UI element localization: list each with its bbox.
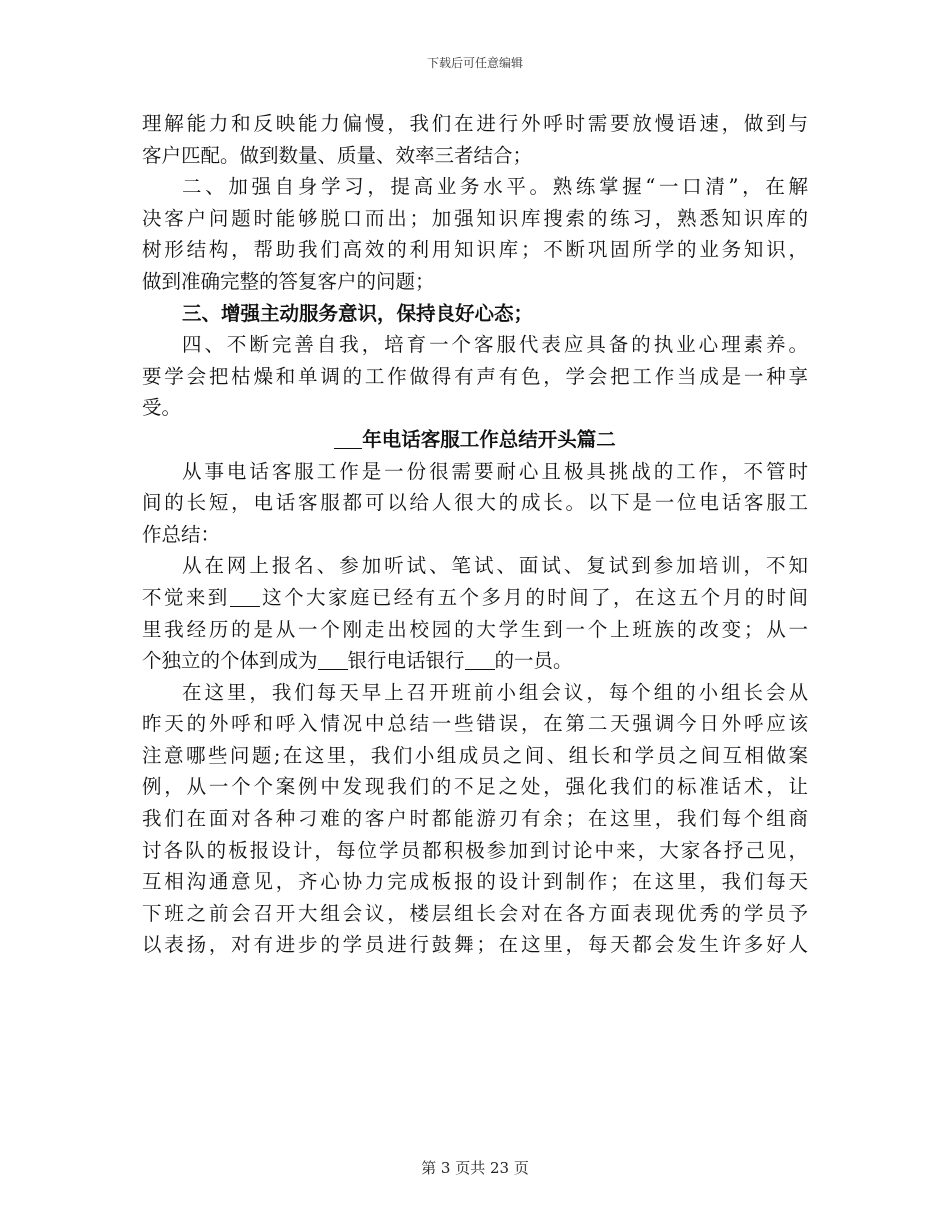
page-header: 下载后可任意编辑 (426, 56, 523, 70)
text-line: 下班之前会召开大组会议，楼层组长会对在各方面表现优秀的学员予 (142, 901, 808, 925)
text-line: 从事电话客服工作是一份很需要耐心且极具挑战的工作，不管时 (182, 459, 808, 483)
text-line: 受。 (142, 396, 182, 420)
fill-blank (230, 586, 260, 607)
text-line: 四、不断完善自我，培育一个客服代表应具备的执业心理素养。 (182, 333, 808, 357)
text-line: 互相沟通意见，齐心协力完成板报的设计到制作；在这里，我们每天 (142, 870, 808, 894)
text-fragment: 的一员。 (494, 649, 573, 673)
text-line: 里我经历的是从一个刚走出校园的大学生到一个上班族的改变；从一 (142, 617, 808, 641)
article-title-text: 年电话客服工作总结开头篇二 (362, 427, 616, 451)
text-line: 在这里，我们每天早上召开班前小组会议，每个组的小组长会从 (182, 680, 808, 704)
text-line: 注意哪些问题;在这里，我们小组成员之间、组长和学员之间互相做案 (142, 743, 808, 767)
text-fragment: 个独立的个体到成为 (142, 649, 318, 673)
section-heading: 三、增强主动服务意识，保持良好心态； (182, 301, 534, 325)
document-body (142, 108, 808, 961)
text-fragment: 这个大家庭已经有五个多月的时间了，在这五个月的时间 (259, 585, 808, 609)
text-line: 决客户问题时能够脱口而出；加强知识库搜索的练习，熟悉知识库的 (142, 206, 808, 230)
text-line: 二、加强自身学习，提高业务水平。熟练掌握“一口清”，在解 (182, 175, 808, 199)
text-line: 例，从一个个案例中发现我们的不足之处，强化我们的标准话术，让 (142, 775, 808, 799)
text-fragment: 银行电话银行 (347, 649, 465, 673)
page-footer: 第 3 页共 23 页 (421, 1159, 529, 1177)
text-line: 从在网上报名、参加听试、笔试、面试、复试到参加培训，不知 (182, 554, 808, 578)
text-line: 要学会把枯燥和单调的工作做得有声有色，学会把工作当成是一种享 (142, 364, 808, 388)
text-line: 间的长短，电话客服都可以给人很大的成长。以下是一位电话客服工 (142, 491, 808, 515)
text-line: 客户匹配。做到数量、质量、效率三者结合； (142, 143, 533, 167)
text-line: 讨各队的板报设计，每位学员都积极参加到讨论中来，大家各抒己见， (142, 838, 808, 862)
title-blank (334, 428, 362, 449)
fill-blank (465, 650, 495, 671)
text-line: 以表扬，对有进步的学员进行鼓舞；在这里，每天都会发生许多好人 (142, 933, 808, 957)
text-line (142, 582, 808, 614)
text-line: 做到准确完整的答复客户的问题； (142, 269, 435, 293)
fill-blank (318, 650, 348, 671)
text-line: 昨天的外呼和呼入情况中总结一些错误，在第二天强调今日外呼应该 (142, 712, 808, 736)
text-line: 理解能力和反映能力偏慢，我们在进行外呼时需要放慢语速，做到与 (142, 112, 808, 135)
text-line: 我们在面对各种刁难的客户时都能游刃有余；在这里，我们每个组商 (142, 807, 808, 831)
text-line (142, 645, 808, 677)
text-line: 树形结构，帮助我们高效的利用知识库；不断巩固所学的业务知识， (142, 238, 808, 262)
text-fragment: 不觉来到 (142, 585, 230, 609)
article-title (142, 424, 808, 456)
text-line: 作总结： (142, 522, 221, 546)
